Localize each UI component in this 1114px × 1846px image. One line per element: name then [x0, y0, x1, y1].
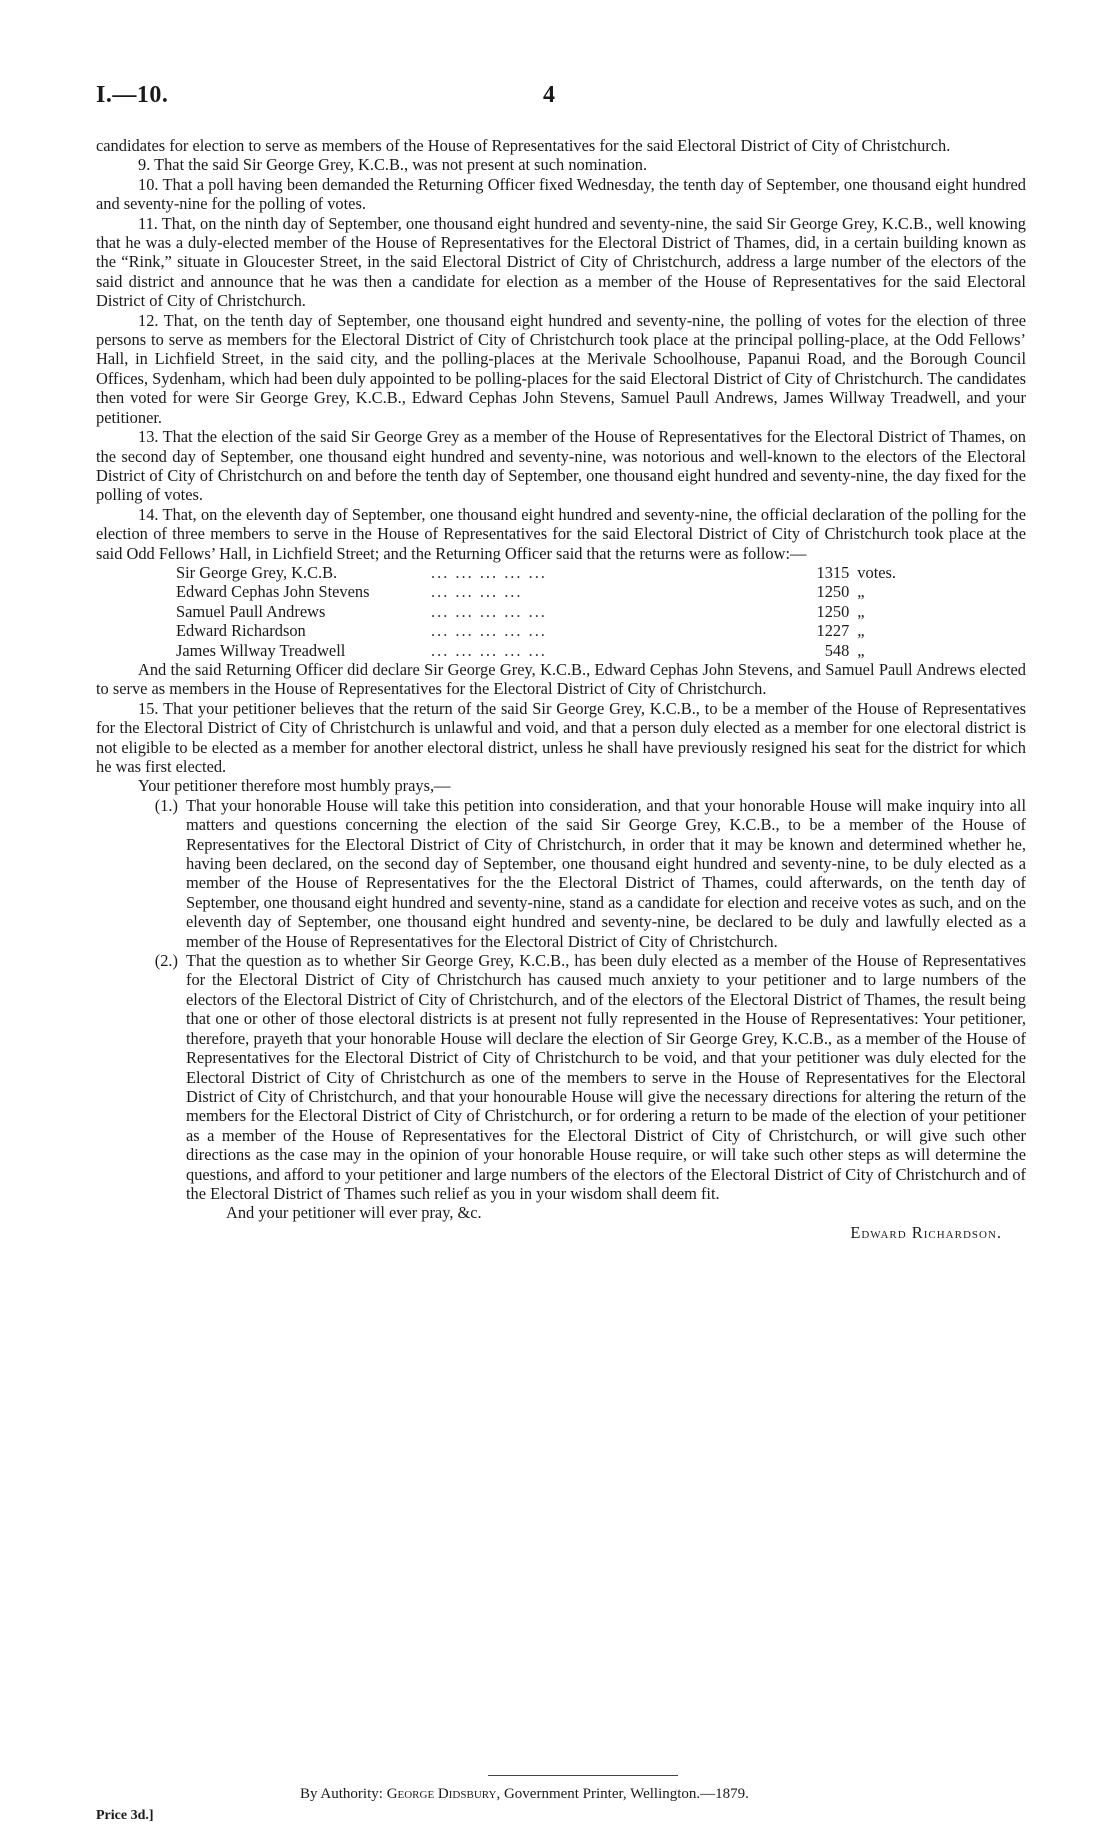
footer-divider — [488, 1775, 678, 1776]
item-text: That the question as to whether Sir George Grey, K.C.B., has been duly elected as a member of the House of Representatives for the Electoral District of City of Christchurch has caused much anxiety to your petitioner and to large numbers of the electors of the Electoral District of City of Christchurch, and of the electors of the Electoral District of Thames, the result being that one or other of those electoral districts is at present not fully represented in the House of Representatives: Your petitioner, therefore, prayeth that your honorable House will declare the election of Sir George Grey, K.C.B., as a member of the House of Representatives for the Electoral District of City of Christchurch to be void, and that your petitioner was duly elected for the Electoral District of City of Christchurch as one of the members to serve in the House of Representatives for the Electoral District of City of Christchurch, and that your honourable House will give the necessary directions for altering the return of the members for the Electoral District of City of Christchurch, or for ordering a return to be made of the election of your petitioner as a member of the House of Representatives for the Electoral District of City of Christchurch, or will give such other directions as the case may in the opinion of your honorable House require, or will take such other steps as will determine the questions, and afford to your petitioner and large numbers of the electors of the Electoral District of City of Christchurch and of the Electoral District of Thames such relief as you in your wisdom shall deem fit. — [186, 951, 1026, 1203]
vote-unit: „ — [857, 582, 865, 602]
table-row — [176, 621, 896, 640]
printer-imprint — [300, 1786, 900, 1803]
price-label: Price 3d.] — [96, 1808, 154, 1823]
vote-unit: votes. — [857, 562, 896, 582]
vote-count: 1227 — [816, 621, 850, 641]
candidate-name: Edward Richardson — [176, 621, 306, 641]
prayer-item-2 — [96, 951, 1026, 1203]
item-number: (2.) — [154, 951, 178, 971]
paragraph-9: 9. That the said Sir George Grey, K.C.B., was not present at such nomination. — [138, 155, 648, 175]
paragraph-12: 12. That, on the tenth day of September, one thousand eight hundred and seventy-nine, the polling of votes for the election of three persons to serve as members for the Electoral District of City of Christchurch took place at the principal polling-place, at the Odd Fellows’ Hall, in Lichfield Street, in the said city, and the polling-places at the Merivale Schoolhouse, Papanui Road, and the Borough Council Offices, Sydenham, which had been duly appointed to be polling-places for the said Electoral District of City of Christchurch. The candidates then voted for were Sir George Grey, K.C.B., Edward Cephas John Stevens, Samuel Paull Andrews, James Willway Treadwell, and your petitioner. — [96, 310, 1026, 427]
paragraph-13: 13. That the election of the said Sir George Grey as a member of the House of Representatives for the Electoral District of Thames, on the second day of September, one thousand eight hundred and seventy-nine, was notorious and well-known to the electors of the Electoral District of City of Christchurch on and before the tenth day of September, one thousand eight hundred and seventy-nine, the day fixed for the polling of votes. — [96, 427, 1026, 505]
leader-dots: ... ... ... ... ... — [431, 562, 547, 582]
candidate-name: Edward Cephas John Stevens — [176, 582, 370, 602]
paragraph-10: 10. That a poll having been demanded the Returning Officer fixed Wednesday, the tenth day of September, one thousand eight hundred and seventy-nine for the polling of votes. — [96, 174, 1026, 214]
vote-unit: „ — [857, 601, 865, 621]
candidate-name: James Willway Treadwell — [176, 640, 346, 660]
item-text: That your honorable House will take this petition into consideration, and that your honorable House will make inquiry into all matters and questions concerning the election of the said Sir George Grey, K.C.B., to be a member of the House of Representatives for the Electoral District of City of Christchurch, in order that it may be known and determined whether he, having been declared, on the second day of September, one thousand eight hundred and seventy-nine, to be duly elected as a member of the House of Representatives for the the Electoral District of Thames, could afterwards, on the tenth day of September, one thousand eight hundred and seventy-nine, stand as a candidate for election and receive votes as such, and on the eleventh day of September, one thousand eight hundred and seventy-nine, be declared to be duly and lawfully elected as a member of the House of Representatives for the Electoral District of City of Christchurch. — [186, 795, 1026, 951]
paragraph-intro: candidates for election to serve as members of the House of Representatives for the said Electoral District of City of Christchurch. — [96, 136, 951, 155]
page-number: 4 — [543, 82, 555, 108]
leader-dots: ... ... ... ... ... — [431, 640, 547, 660]
table-row — [176, 563, 896, 582]
leader-dots: ... ... ... ... ... — [431, 601, 547, 621]
vote-unit: „ — [857, 621, 865, 641]
table-row — [176, 602, 896, 621]
document-body — [96, 136, 1026, 1242]
printer-name: George Didsbury, — [386, 1786, 501, 1802]
candidate-name: Samuel Paull Andrews — [176, 601, 326, 621]
prayer-intro: Your petitioner therefore most humbly prays,— — [138, 776, 451, 796]
closing-line: And your petitioner will ever pray, &c. — [226, 1203, 482, 1223]
prayer-item-1 — [96, 796, 1026, 951]
signature: Edward Richardson. — [850, 1222, 1002, 1242]
paragraph-15: 15. That your petitioner believes that the return of the said Sir George Grey, K.C.B., to be a member of the House of Representatives for the Electoral District of City of Christchurch is unlawful and void, and that a person duly elected as a member for one electoral district is not eligible to be elected as a member for another electoral district, unless he shall have previously resigned his seat for the district for which he was first elected. — [96, 698, 1026, 776]
paragraph-14: 14. That, on the eleventh day of September, one thousand eight hundred and seventy-nine, the official declaration of the polling for the election of three members to serve in the House of Representatives for the said Electoral District of City of Christchurch took place at the said Odd Fellows’ Hall, in Lichfield Street; and the Returning Officer said that the returns were as follow:— — [96, 504, 1026, 563]
election-returns-table — [176, 563, 896, 660]
document-id: I.—10. — [96, 82, 169, 108]
item-number: (1.) — [154, 795, 178, 815]
vote-count: 548 — [824, 640, 850, 660]
paragraph-11: 11. That, on the ninth day of September, one thousand eight hundred and seventy-nine, the said Sir George Grey, K.C.B., well knowing that he was a duly-elected member of the House of Representatives for the Electoral District of Thames, did, in a certain building known as the “Rink,” situate in Gloucester Street, in the said Electoral District of City of Christchurch, address a large number of the electors of the said district and announce that he was then a candidate for election as a member of the House of Representatives for the said Electoral District of City of Christchurch. — [96, 213, 1026, 311]
leader-dots: ... ... ... ... — [431, 582, 523, 602]
paragraph-declaration: And the said Returning Officer did declare Sir George Grey, K.C.B., Edward Cephas John Stevens, and Samuel Paull Andrews elected to serve as members in the House of Representatives for the Electoral District of City of Christchurch. — [96, 659, 1026, 699]
vote-unit: „ — [857, 640, 865, 660]
leader-dots: ... ... ... ... ... — [431, 621, 547, 641]
table-row — [176, 582, 896, 601]
candidate-name: Sir George Grey, K.C.B. — [176, 562, 338, 582]
authority-prefix: By Authority: — [300, 1786, 383, 1802]
vote-count: 1315 — [816, 562, 850, 582]
page-header — [96, 82, 1026, 122]
authority-suffix: Government Printer, Wellington.—1879. — [503, 1786, 749, 1802]
table-row — [176, 641, 896, 660]
vote-count: 1250 — [816, 582, 850, 602]
vote-count: 1250 — [816, 601, 850, 621]
